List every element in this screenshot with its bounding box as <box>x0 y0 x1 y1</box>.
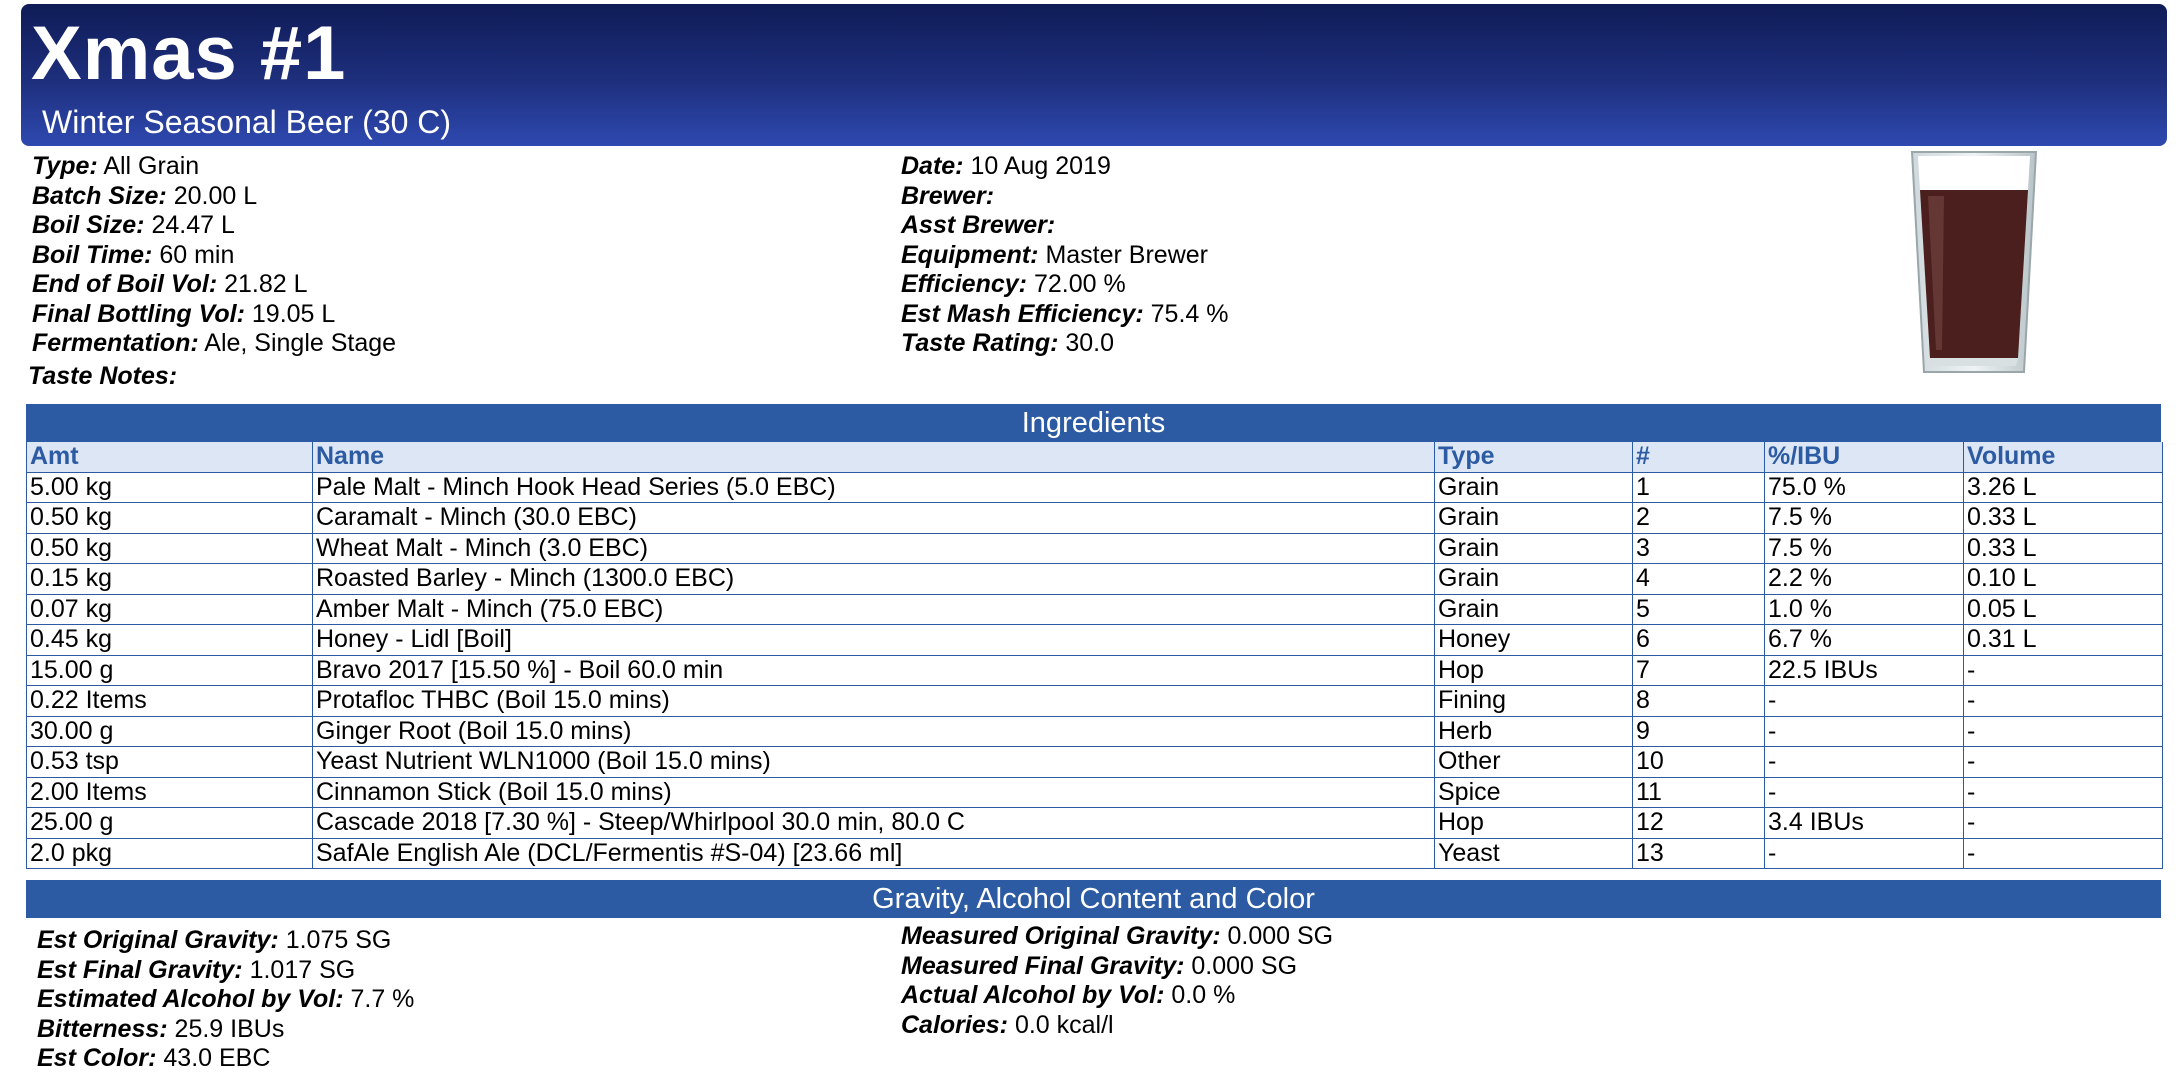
cell-volume: - <box>1964 716 2163 747</box>
cell-num: 12 <box>1633 808 1765 839</box>
cell-type: Grain <box>1435 564 1633 595</box>
detail-brewer: Brewer: <box>901 181 995 210</box>
detail-boil-time: Boil Time: 60 min <box>32 240 235 269</box>
column-header-num: # <box>1633 442 1765 472</box>
cell-type: Hop <box>1435 808 1633 839</box>
cell-amt: 0.45 kg <box>27 625 313 656</box>
cell-name: Ginger Root (Boil 15.0 mins) <box>313 716 1435 747</box>
detail-fermentation: Fermentation: Ale, Single Stage <box>32 329 397 357</box>
detail-date: Date: 10 Aug 2019 <box>901 152 1111 180</box>
cell-name: Roasted Barley - Minch (1300.0 EBC) <box>313 564 1435 595</box>
bitterness: Bitterness: 25.9 IBUs <box>37 1014 285 1043</box>
cell-volume: 0.33 L <box>1964 503 2163 534</box>
cell-name: Wheat Malt - Minch (3.0 EBC) <box>313 533 1435 564</box>
cell-num: 13 <box>1633 838 1765 869</box>
detail-type: Type: All Grain <box>32 152 200 180</box>
cell-amt: 0.50 kg <box>27 533 313 564</box>
cell-num: 10 <box>1633 747 1765 778</box>
cell-amt: 0.07 kg <box>27 594 313 625</box>
cell-pct-ibu: 75.0 % <box>1765 472 1964 503</box>
cell-amt: 0.53 tsp <box>27 747 313 778</box>
table-row <box>27 716 2163 747</box>
table-row <box>27 533 2163 564</box>
taste-notes-label: Taste Notes: <box>28 362 178 390</box>
cell-pct-ibu: 7.5 % <box>1765 503 1964 534</box>
actual-alcohol-by-vol: Actual Alcohol by Vol: 0.0 % <box>901 981 1236 1009</box>
cell-volume: 0.10 L <box>1964 564 2163 595</box>
table-row <box>27 838 2163 869</box>
detail-end-boil-vol: End of Boil Vol: 21.82 L <box>32 270 308 298</box>
measured-final-gravity: Measured Final Gravity: 0.000 SG <box>901 951 1298 980</box>
detail-equipment: Equipment: Master Brewer <box>901 240 1208 269</box>
cell-name: Protafloc THBC (Boil 15.0 mins) <box>313 686 1435 717</box>
cell-pct-ibu: - <box>1765 747 1964 778</box>
detail-est-mash-efficiency: Est Mash Efficiency: 75.4 % <box>901 299 1229 328</box>
cell-type: Spice <box>1435 777 1633 808</box>
recipe-title: Xmas #1 <box>31 11 347 96</box>
cell-amt: 15.00 g <box>27 655 313 686</box>
cell-volume: - <box>1964 655 2163 686</box>
gravity-right <box>901 922 1333 1040</box>
ingredients-header-row <box>27 442 2163 472</box>
cell-pct-ibu: - <box>1765 716 1964 747</box>
cell-amt: 0.50 kg <box>27 503 313 534</box>
cell-num: 6 <box>1633 625 1765 656</box>
cell-name: SafAle English Ale (DCL/Fermentis #S-04) [23.66 ml] <box>313 838 1435 869</box>
cell-pct-ibu: 6.7 % <box>1765 625 1964 656</box>
column-header-amt: Amt <box>27 442 313 472</box>
est-final-gravity: Est Final Gravity: 1.017 SG <box>37 955 356 984</box>
table-row <box>27 625 2163 656</box>
cell-type: Yeast <box>1435 838 1633 869</box>
est-color: Est Color: 43.0 EBC <box>37 1044 271 1072</box>
cell-pct-ibu: 3.4 IBUs <box>1765 808 1964 839</box>
table-row <box>27 686 2163 717</box>
table-row <box>27 777 2163 808</box>
cell-type: Grain <box>1435 594 1633 625</box>
cell-volume: - <box>1964 686 2163 717</box>
cell-amt: 30.00 g <box>27 716 313 747</box>
recipe-header <box>21 4 2167 146</box>
detail-asst-brewer: Asst Brewer: <box>901 211 1056 239</box>
cell-num: 5 <box>1633 594 1765 625</box>
detail-taste-rating: Taste Rating: 30.0 <box>901 329 1115 357</box>
cell-type: Fining <box>1435 686 1633 717</box>
cell-volume: 0.33 L <box>1964 533 2163 564</box>
column-header-name: Name <box>313 442 1435 472</box>
estimated-alcohol-by-vol: Estimated Alcohol by Vol: 7.7 % <box>37 985 415 1013</box>
calories: Calories: 0.0 kcal/l <box>901 1010 1114 1039</box>
cell-num: 11 <box>1633 777 1765 808</box>
cell-type: Hop <box>1435 655 1633 686</box>
cell-num: 1 <box>1633 472 1765 503</box>
table-row <box>27 472 2163 503</box>
cell-volume: - <box>1964 808 2163 839</box>
detail-boil-size: Boil Size: 24.47 L <box>32 211 235 239</box>
cell-name: Caramalt - Minch (30.0 EBC) <box>313 503 1435 534</box>
cell-volume: 0.31 L <box>1964 625 2163 656</box>
beer-glass-icon <box>1910 150 2038 376</box>
cell-num: 2 <box>1633 503 1765 534</box>
cell-amt: 2.0 pkg <box>27 838 313 869</box>
cell-name: Cascade 2018 [7.30 %] - Steep/Whirlpool 30.0 min, 80.0 C <box>313 808 1435 839</box>
cell-name: Yeast Nutrient WLN1000 (Boil 15.0 mins) <box>313 747 1435 778</box>
detail-final-bottling-vol: Final Bottling Vol: 19.05 L <box>32 299 336 328</box>
cell-num: 8 <box>1633 686 1765 717</box>
cell-volume: 3.26 L <box>1964 472 2163 503</box>
gravity-header: Gravity, Alcohol Content and Color <box>26 880 2161 918</box>
detail-efficiency: Efficiency: 72.00 % <box>901 270 1126 298</box>
cell-pct-ibu: - <box>1765 838 1964 869</box>
ingredients-table <box>26 442 2163 869</box>
cell-type: Grain <box>1435 472 1633 503</box>
measured-original-gravity: Measured Original Gravity: 0.000 SG <box>901 922 1334 950</box>
taste-notes <box>28 362 177 392</box>
cell-name: Bravo 2017 [15.50 %] - Boil 60.0 min <box>313 655 1435 686</box>
cell-type: Grain <box>1435 533 1633 564</box>
ingredients-header: Ingredients <box>26 404 2161 442</box>
cell-pct-ibu: 22.5 IBUs <box>1765 655 1964 686</box>
cell-amt: 25.00 g <box>27 808 313 839</box>
details-right <box>901 152 1228 359</box>
cell-name: Amber Malt - Minch (75.0 EBC) <box>313 594 1435 625</box>
cell-num: 7 <box>1633 655 1765 686</box>
cell-type: Other <box>1435 747 1633 778</box>
cell-volume: - <box>1964 777 2163 808</box>
details-left <box>32 152 396 359</box>
cell-volume: - <box>1964 747 2163 778</box>
cell-pct-ibu: - <box>1765 686 1964 717</box>
table-row <box>27 564 2163 595</box>
cell-pct-ibu: - <box>1765 777 1964 808</box>
recipe-style: Winter Seasonal Beer (30 C) <box>42 104 452 140</box>
table-row <box>27 808 2163 839</box>
cell-volume: - <box>1964 838 2163 869</box>
cell-type: Grain <box>1435 503 1633 534</box>
cell-name: Pale Malt - Minch Hook Head Series (5.0 EBC) <box>313 472 1435 503</box>
cell-type: Herb <box>1435 716 1633 747</box>
cell-pct-ibu: 7.5 % <box>1765 533 1964 564</box>
cell-volume: 0.05 L <box>1964 594 2163 625</box>
detail-batch-size: Batch Size: 20.00 L <box>32 181 258 210</box>
table-row <box>27 747 2163 778</box>
cell-name: Honey - Lidl [Boil] <box>313 625 1435 656</box>
cell-num: 3 <box>1633 533 1765 564</box>
column-header-volume: Volume <box>1964 442 2163 472</box>
cell-type: Honey <box>1435 625 1633 656</box>
cell-num: 9 <box>1633 716 1765 747</box>
table-row <box>27 655 2163 686</box>
cell-pct-ibu: 1.0 % <box>1765 594 1964 625</box>
column-header-pct-ibu: %/IBU <box>1765 442 1964 472</box>
cell-amt: 2.00 Items <box>27 777 313 808</box>
table-row <box>27 594 2163 625</box>
ingredients-body <box>27 472 2163 869</box>
cell-name: Cinnamon Stick (Boil 15.0 mins) <box>313 777 1435 808</box>
cell-amt: 5.00 kg <box>27 472 313 503</box>
column-header-type: Type <box>1435 442 1633 472</box>
cell-pct-ibu: 2.2 % <box>1765 564 1964 595</box>
cell-amt: 0.15 kg <box>27 564 313 595</box>
cell-amt: 0.22 Items <box>27 686 313 717</box>
gravity-left <box>37 926 414 1074</box>
cell-num: 4 <box>1633 564 1765 595</box>
est-original-gravity: Est Original Gravity: 1.075 SG <box>37 926 392 954</box>
table-row <box>27 503 2163 534</box>
